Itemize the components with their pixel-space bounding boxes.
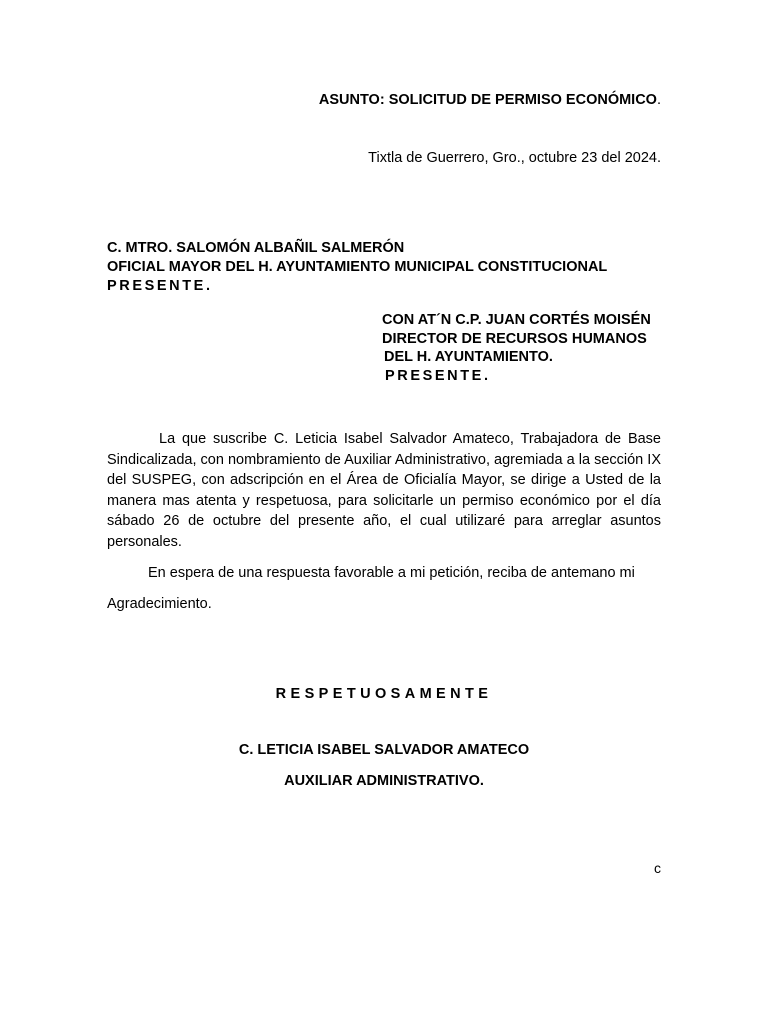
addressee-title: OFICIAL MAYOR DEL H. AYUNTAMIENTO MUNICIPAL CONSTITUCIONAL <box>107 259 608 275</box>
subject-line <box>319 92 661 108</box>
closing-paragraph-line1: En espera de una respuesta favorable a mi petición, reciba de antemano mi <box>148 565 635 581</box>
closing-paragraph <box>107 563 661 614</box>
body-paragraph-text: La que suscribe C. Leticia Isabel Salvador Amateco, Trabajadora de Base Sindicalizada, con nombramiento de Auxiliar Administrativo, agremiada a la sección IX del SUSPEG, con adscripción en el Área de Oficialía Mayor, se dirige a Usted de la manera mas atenta y respetuosa, para solicitarle un permiso económico por el día sábado 26 de octubre del presente año, el cual utilizaré para arreglar asuntos personales. <box>107 431 661 550</box>
signer-name: C. LETICIA ISABEL SALVADOR AMATECO <box>238 742 530 758</box>
attention-title: DIRECTOR DE RECURSOS HUMANOS <box>382 330 647 347</box>
corner-mark: c <box>654 860 661 876</box>
attention-name: CON AT´N C.P. JUAN CORTÉS MOISÉN <box>382 312 651 328</box>
body-paragraph <box>107 429 661 553</box>
closing-paragraph-line2: Agradecimiento. <box>107 595 212 612</box>
signer-role-trailer: . <box>479 773 484 789</box>
attention-presente: PRESENTE. <box>385 367 491 384</box>
addressee-block <box>107 239 607 296</box>
addressee-presente: PRESENTE. <box>107 278 213 294</box>
attention-institution: DEL H. AYUNTAMIENTO. <box>384 349 553 365</box>
signer-role-line <box>0 773 768 789</box>
subject-label: ASUNTO: SOLICITUD DE PERMISO ECONÓMICO <box>318 92 657 108</box>
attention-block <box>382 311 651 385</box>
signer-role: AUXILIAR ADMINISTRATIVO <box>284 773 480 789</box>
salutation: RESPETUOSAMENTE <box>275 686 493 702</box>
subject-trailer: . <box>656 92 661 108</box>
addressee-name: C. MTRO. SALOMÓN ALBAÑIL SALMERÓN <box>107 240 405 256</box>
date-line: Tixtla de Guerrero, Gro., octubre 23 del 2024. <box>368 150 661 166</box>
